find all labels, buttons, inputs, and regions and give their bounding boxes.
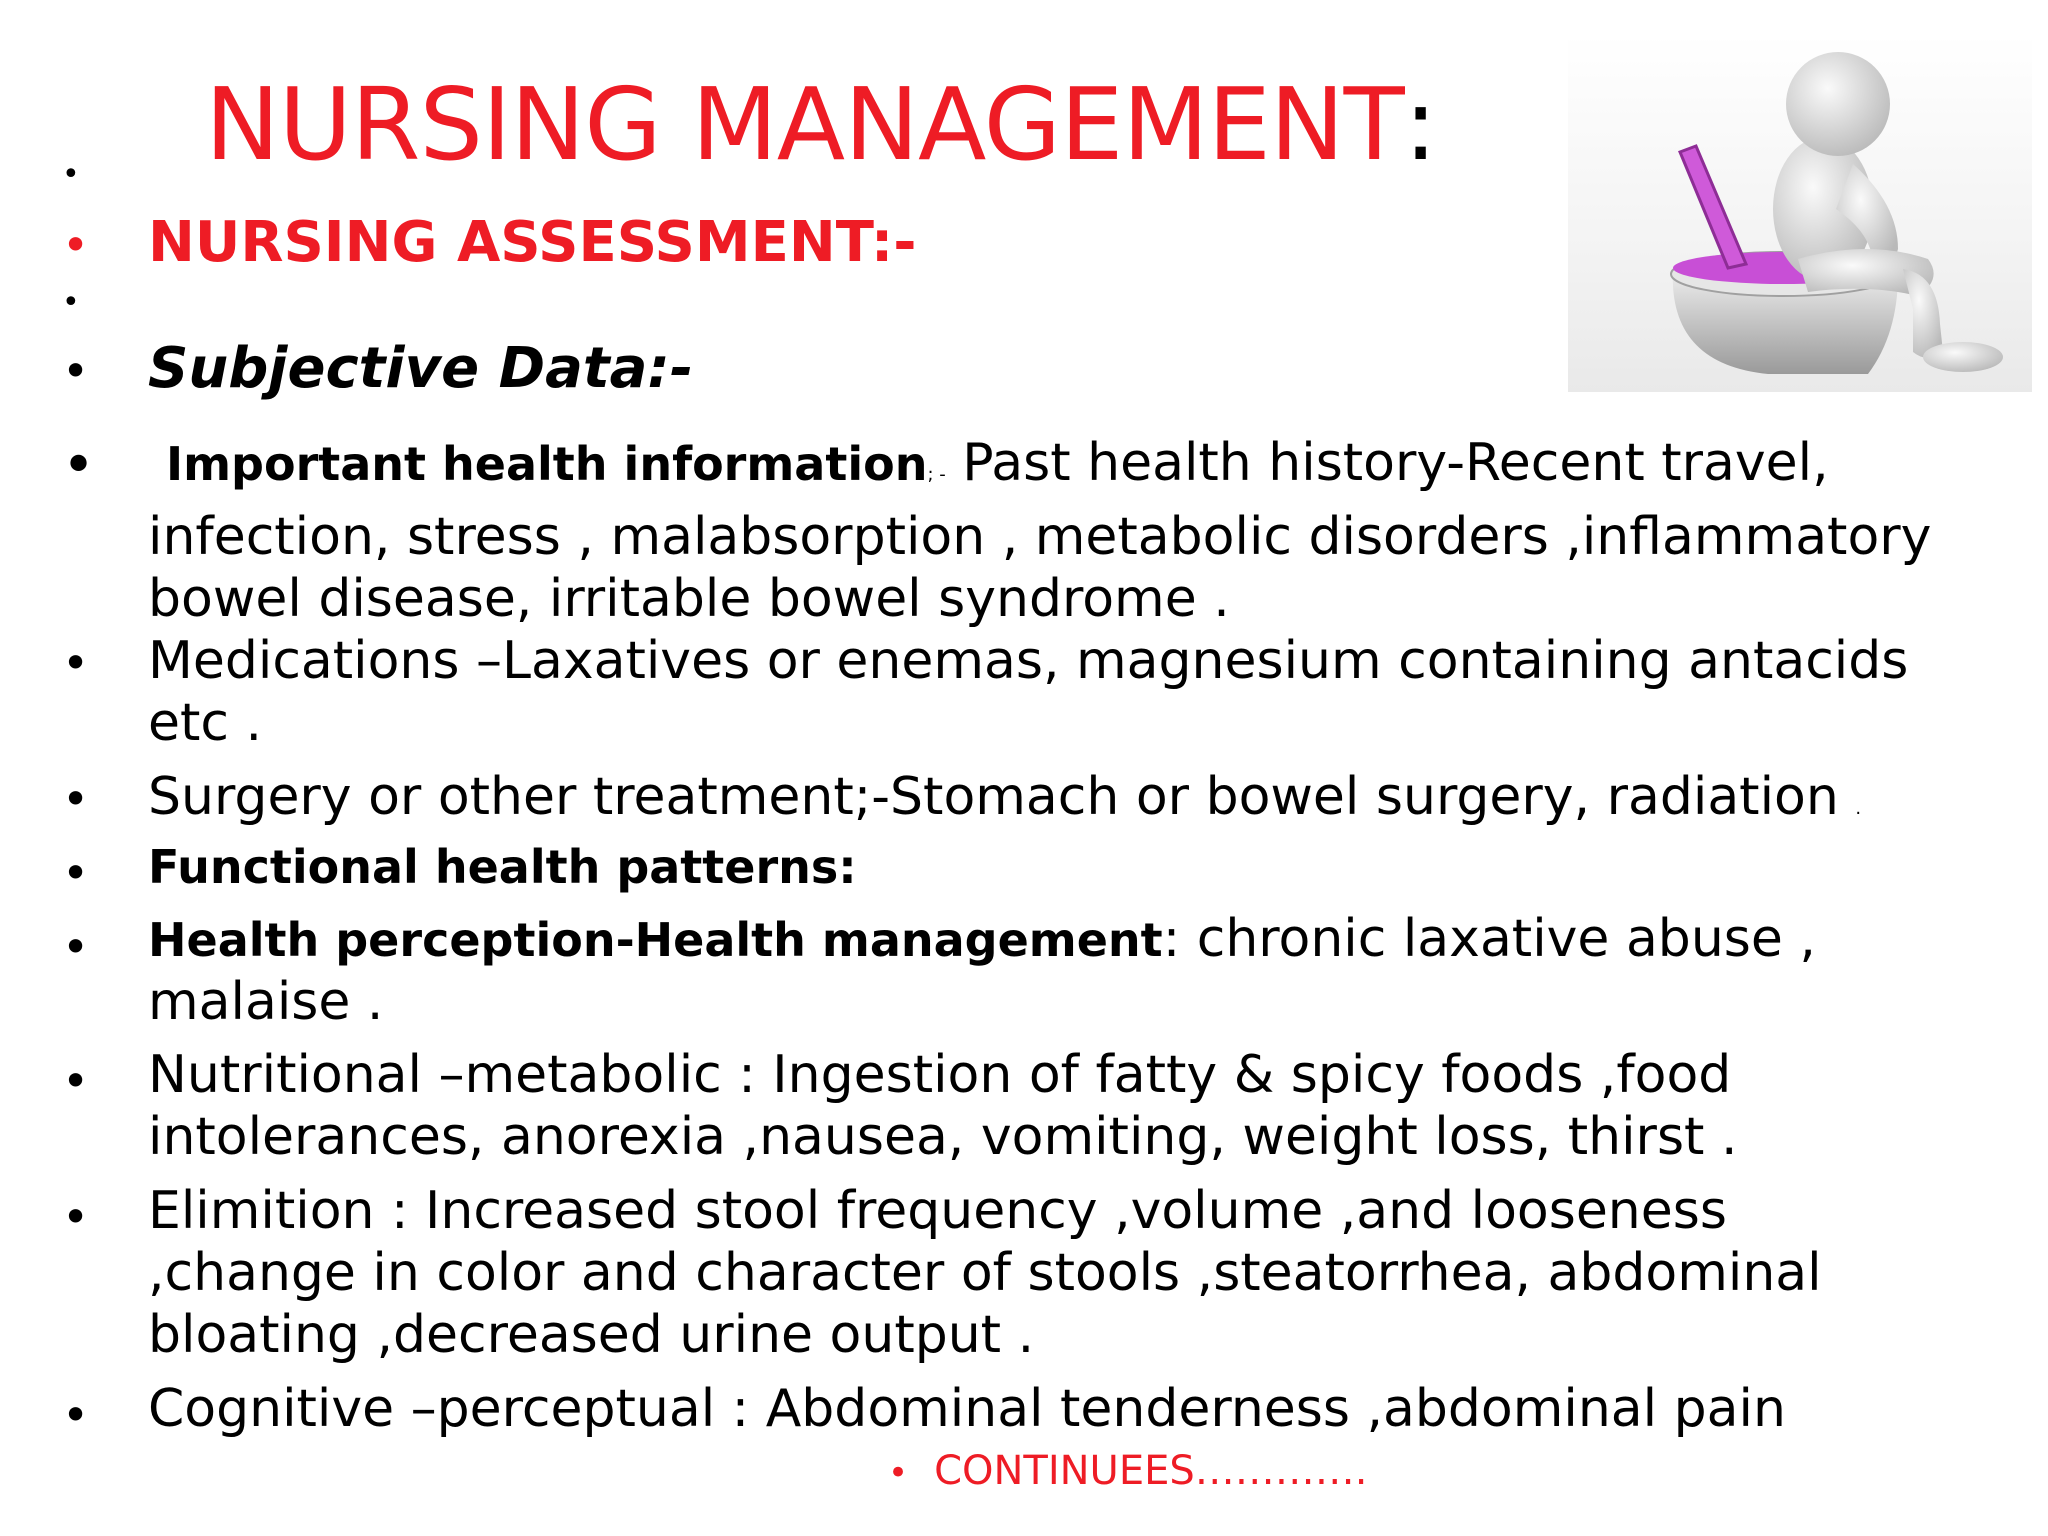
health-info-item bbox=[148, 432, 1948, 630]
cognitive-bullet: • bbox=[62, 1388, 90, 1442]
perception-label: Health perception-Health management bbox=[148, 913, 1163, 967]
empty-bullet-1: • bbox=[62, 157, 80, 192]
health-info-separator: ; - bbox=[927, 464, 946, 485]
nutritional-item: Nutritional –metabolic : Ingestion of fatty & spicy foods ,food intolerances, anorexia ,nausea, vomiting, weight loss, thirst . bbox=[148, 1045, 1738, 1167]
health-info-bullet: • bbox=[62, 433, 96, 498]
health-info-text: Past health history-Recent travel, infection, stress , malabsorption , metabolic disorders ,inflammatory bowel disease, irritable bowel syndrome . bbox=[148, 433, 1932, 629]
functional-patterns-item: Functional health patterns: bbox=[148, 840, 857, 894]
assessment-bullet: • bbox=[62, 218, 90, 272]
perception-text: : chronic laxative abuse , malaise . bbox=[148, 909, 1816, 1032]
elimination-item: Elimition : Increased stool frequency ,volume ,and looseness ,change in color and character of stools ,steatorrhea, abdominal bloating ,decreased urine output . bbox=[148, 1181, 1822, 1365]
nutritional-bullet: • bbox=[62, 1054, 90, 1108]
person-on-toilet-with-laptop-figure bbox=[1568, 34, 2032, 392]
continues-text: CONTINUEES…………. bbox=[934, 1448, 1368, 1494]
perception-item bbox=[148, 908, 1908, 1033]
continues-footer bbox=[888, 1448, 1367, 1494]
nursing-assessment-heading: NURSING ASSESSMENT:- bbox=[148, 210, 917, 275]
slide-title-text: NURSING MANAGEMENT bbox=[205, 66, 1404, 183]
empty-bullet-2: • bbox=[62, 285, 80, 320]
person-on-toilet-illustration bbox=[1568, 34, 2032, 392]
elimination-bullet: • bbox=[62, 1190, 90, 1244]
slide-title-colon: : bbox=[1403, 66, 1438, 183]
surgery-dot: . bbox=[1855, 798, 1862, 819]
perception-bullet: • bbox=[62, 920, 90, 974]
surgery-item bbox=[148, 766, 1948, 840]
subjective-data-heading: Subjective Data:- bbox=[148, 336, 694, 401]
slide-title bbox=[205, 66, 1437, 183]
cognitive-item: Cognitive –perceptual : Abdominal tenderness ,abdominal pain bbox=[148, 1379, 1786, 1439]
health-info-label: Important health information bbox=[166, 437, 928, 491]
medications-item: Medications –Laxatives or enemas, magnesium containing antacids etc . bbox=[148, 631, 1909, 753]
surgery-text: Surgery or other treatment;-Stomach or bowel surgery, radiation bbox=[148, 767, 1839, 827]
continues-bullet: • bbox=[888, 1453, 909, 1493]
subjective-bullet: • bbox=[62, 344, 90, 398]
surgery-bullet: • bbox=[62, 772, 90, 826]
toilet-lid-shape bbox=[1680, 146, 1746, 268]
medications-bullet: • bbox=[62, 636, 90, 690]
figure-head bbox=[1786, 52, 1890, 156]
functional-bullet: • bbox=[62, 846, 90, 900]
